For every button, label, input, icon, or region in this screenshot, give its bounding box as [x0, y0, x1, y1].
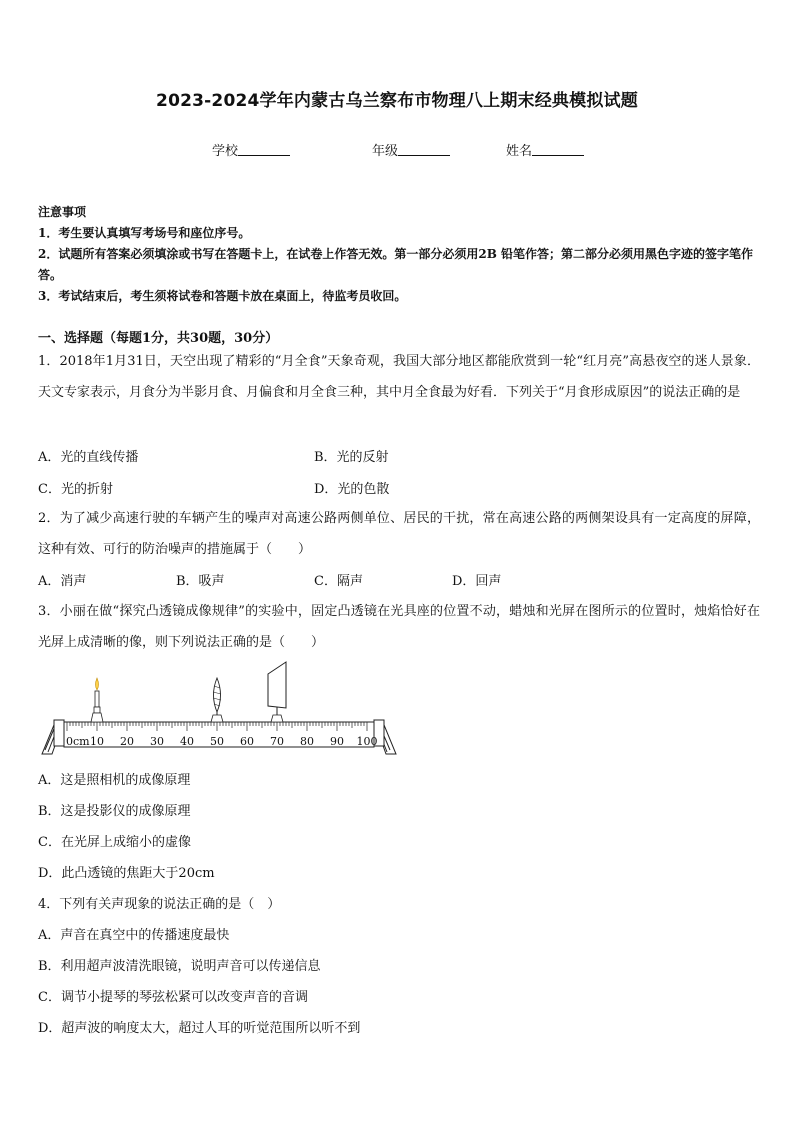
option-a[interactable]: A．光的直线传播	[38, 450, 139, 465]
ruler-label: 100	[356, 735, 378, 748]
question-1-options-row-1	[38, 446, 760, 470]
ruler-label: 20	[120, 735, 134, 748]
ruler-label: 50	[210, 735, 224, 748]
ruler-label: 30	[150, 735, 164, 748]
notice-item: 3．考试结束后，考生须将试卷和答题卡放在桌面上，待监考员收回。	[38, 289, 407, 303]
candle	[91, 678, 103, 722]
notice-heading: 注意事项	[38, 205, 87, 219]
convex-lens	[211, 678, 223, 722]
question-4-option-b[interactable]: B．利用超声波清洗眼镜，说明声音可以传递信息	[38, 959, 321, 974]
question-3-option-d[interactable]: D．此凸透镜的焦距大于20cm	[38, 866, 215, 881]
question-4-option-c[interactable]: C．调节小提琴的琴弦松紧可以改变声音的音调	[38, 990, 308, 1005]
grade-field	[372, 140, 450, 159]
question-3-stem: 3．小丽在做“探究凸透镜成像规律”的实验中，固定凸透镜在光具座的位置不动，蜡烛和光屏在图所示的位置时，烛焰恰好在光屏上成清晰的像，则下列说法正确的是（ ）	[38, 604, 760, 650]
school-field	[212, 140, 290, 159]
question-2-options-row	[38, 570, 760, 594]
question-4-option-a[interactable]: A．声音在真空中的传播速度最快	[38, 928, 230, 943]
ruler-label: 40	[180, 735, 194, 748]
light-screen	[268, 662, 286, 722]
section-heading: 一、选择题（每题1分，共30题，30分）	[38, 331, 279, 346]
ruler-label: 70	[270, 735, 284, 748]
grade-label: 年级	[372, 144, 399, 159]
student-info-row	[0, 140, 794, 160]
candle-body	[95, 691, 99, 707]
school-label: 学校	[212, 144, 239, 159]
exam-title: 2023-2024学年内蒙古乌兰察布市物理八上期末经典模拟试题	[156, 91, 638, 111]
optical-bench-figure	[40, 660, 400, 760]
candle-flame	[96, 678, 99, 690]
option-d[interactable]: D．光的色散	[314, 482, 390, 497]
notice-item: 1．考生要认真填写考场号和座位序号。	[38, 226, 251, 240]
question-4-stem: 4．下列有关声现象的说法正确的是（ ）	[38, 897, 281, 912]
option-d[interactable]: D．回声	[452, 574, 502, 589]
option-b[interactable]: B．光的反射	[314, 450, 389, 465]
name-label: 姓名	[506, 144, 533, 159]
notice-item: 2．试题所有答案必须填涂或书写在答题卡上，在试卷上作答无效。第一部分必须用2B 铅笔作答；第二部分必须用黑色字迹的签字笔作答。	[38, 247, 754, 282]
question-3-option-b[interactable]: B．这是投影仪的成像原理	[38, 804, 191, 819]
ruler-label: 90	[330, 735, 344, 748]
question-1-stem: 1．2018年1月31日，天空出现了精彩的“月全食”天象奇观，我国大部分地区都能欣赏到一轮“红月亮”高悬夜空的迷人景象．天文专家表示，月食分为半影月食、月偏食和月全食三种，其中月全食最为好看．下列关于“月食形成原因”的说法正确的是	[38, 354, 760, 400]
school-blank[interactable]	[238, 143, 290, 156]
grade-blank[interactable]	[398, 143, 450, 156]
option-c[interactable]: C．隔声	[314, 574, 363, 589]
option-a[interactable]: A．消声	[38, 574, 87, 589]
question-2-stem: 2．为了减少高速行驶的车辆产生的噪声对高速公路两侧单位、居民的干扰，常在高速公路的两侧架设具有一定高度的屏障，这种有效、可行的防治噪声的措施属于（ ）	[38, 511, 760, 557]
ruler-label: 80	[300, 735, 314, 748]
ruler-label: 10	[90, 735, 104, 748]
question-4-option-d[interactable]: D．超声波的响度太大，超过人耳的听觉范围所以听不到	[38, 1021, 361, 1036]
name-field	[506, 140, 584, 159]
question-1-options-row-2	[38, 478, 760, 502]
question-3-option-a[interactable]: A．这是照相机的成像原理	[38, 773, 191, 788]
option-b[interactable]: B．吸声	[176, 574, 225, 589]
option-c[interactable]: C．光的折射	[38, 482, 113, 497]
candle-holder	[91, 713, 103, 722]
question-3-option-c[interactable]: C．在光屏上成缩小的虚像	[38, 835, 191, 850]
notice-block	[38, 202, 758, 307]
name-blank[interactable]	[532, 143, 584, 156]
ruler-label: 60	[240, 735, 254, 748]
ruler-label: 0cm	[66, 735, 90, 748]
bench-left-end	[54, 720, 64, 746]
